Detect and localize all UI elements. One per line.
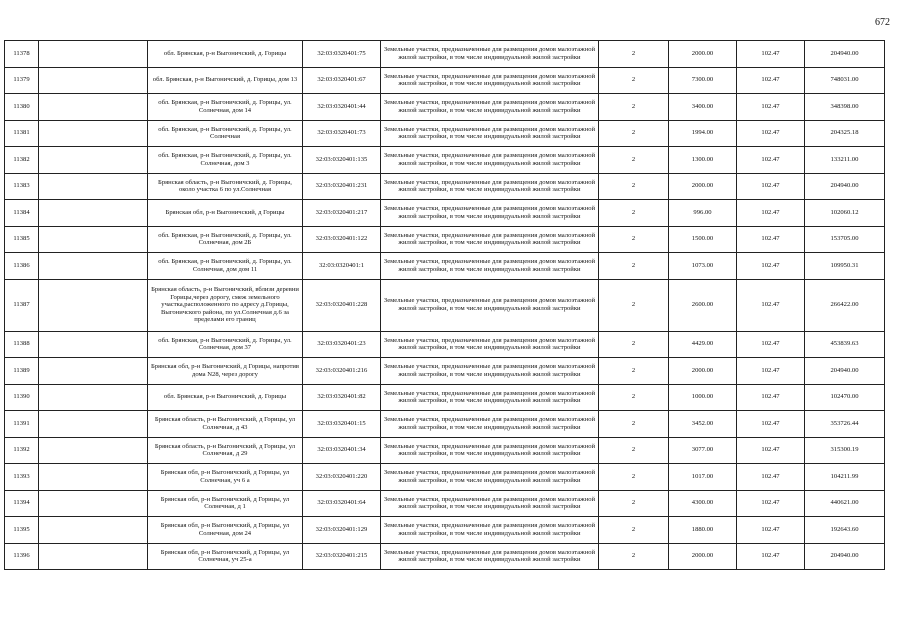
specific-value-cell: 102.47 <box>737 517 805 544</box>
area-cell: 1073.00 <box>669 253 737 280</box>
row-number-cell: 11382 <box>5 147 39 174</box>
blank-cell <box>39 120 148 147</box>
address-cell: Брянская область, р-н Выгоничский, д Горицы, ул Солнечная, д 43 <box>148 411 303 438</box>
group-cell: 2 <box>599 41 669 68</box>
blank-cell <box>39 279 148 331</box>
address-cell: обл. Брянская, р-н Выгоничский, д. Горицы, ул. Солнечная, дом 14 <box>148 94 303 121</box>
group-cell: 2 <box>599 173 669 200</box>
area-cell: 1880.00 <box>669 517 737 544</box>
area-cell: 7300.00 <box>669 67 737 94</box>
area-cell: 3077.00 <box>669 437 737 464</box>
land-use-cell: Земельные участки, предназначенные для размещения домов малоэтажной жилой застройки, в том числе индивидуальной жилой застройки <box>381 331 599 358</box>
land-use-cell: Земельные участки, предназначенные для размещения домов малоэтажной жилой застройки, в том числе индивидуальной жилой застройки <box>381 358 599 385</box>
blank-cell <box>39 41 148 68</box>
specific-value-cell: 102.47 <box>737 253 805 280</box>
land-use-cell: Земельные участки, предназначенные для размещения домов малоэтажной жилой застройки, в том числе индивидуальной жилой застройки <box>381 94 599 121</box>
row-number-cell: 11389 <box>5 358 39 385</box>
land-use-cell: Земельные участки, предназначенные для размещения домов малоэтажной жилой застройки, в том числе индивидуальной жилой застройки <box>381 120 599 147</box>
cadastral-value-cell: 204940.00 <box>805 543 885 570</box>
blank-cell <box>39 543 148 570</box>
table-row <box>5 279 885 331</box>
cadastral-number-cell: 32:03:0320401:82 <box>303 384 381 411</box>
specific-value-cell: 102.47 <box>737 94 805 121</box>
row-number-cell: 11383 <box>5 173 39 200</box>
address-cell: обл. Брянская, р-н Выгоничский, д. Горицы <box>148 41 303 68</box>
cadastral-value-cell: 104211.99 <box>805 464 885 491</box>
cadastral-value-cell: 192643.60 <box>805 517 885 544</box>
group-cell: 2 <box>599 384 669 411</box>
page-number: 672 <box>875 17 890 28</box>
specific-value-cell: 102.47 <box>737 358 805 385</box>
blank-cell <box>39 358 148 385</box>
area-cell: 1994.00 <box>669 120 737 147</box>
cadastral-number-cell: 32:03:0320401:215 <box>303 543 381 570</box>
address-cell: Брянская обл, р-н Выгоничский, д Горицы <box>148 200 303 227</box>
table-row <box>5 41 885 68</box>
specific-value-cell: 102.47 <box>737 279 805 331</box>
land-use-cell: Земельные участки, предназначенные для размещения домов малоэтажной жилой застройки, в том числе индивидуальной жилой застройки <box>381 490 599 517</box>
cadastral-number-cell: 32:03:0320401:231 <box>303 173 381 200</box>
blank-cell <box>39 147 148 174</box>
land-use-cell: Земельные участки, предназначенные для размещения домов малоэтажной жилой застройки, в том числе индивидуальной жилой застройки <box>381 67 599 94</box>
table-row <box>5 147 885 174</box>
group-cell: 2 <box>599 253 669 280</box>
cadastral-number-cell: 32:03:0320401:15 <box>303 411 381 438</box>
cadastral-number-cell: 32:03:0320401:122 <box>303 226 381 253</box>
group-cell: 2 <box>599 464 669 491</box>
area-cell: 3400.00 <box>669 94 737 121</box>
specific-value-cell: 102.47 <box>737 147 805 174</box>
cadastral-value-cell: 353726.44 <box>805 411 885 438</box>
cadastral-number-cell: 32:03:0320401:75 <box>303 41 381 68</box>
cadastral-number-cell: 32:03:0320401:34 <box>303 437 381 464</box>
specific-value-cell: 102.47 <box>737 331 805 358</box>
address-cell: обл. Брянская, р-н Выгоничский, д. Горицы, ул. Солнечная, дом дом 11 <box>148 253 303 280</box>
blank-cell <box>39 437 148 464</box>
cadastral-value-cell: 204325.18 <box>805 120 885 147</box>
cadastral-value-cell: 109950.31 <box>805 253 885 280</box>
cadastral-value-cell: 204940.00 <box>805 173 885 200</box>
group-cell: 2 <box>599 437 669 464</box>
address-cell: обл. Брянская, р-н Выгоничский, д. Горицы, ул. Солнечная, дом 2Б <box>148 226 303 253</box>
address-cell: Брянская обл, р-н Выгоничский, д Горицы, ул Солнечная, д 1 <box>148 490 303 517</box>
cadastral-number-cell: 32:03:0320401:1 <box>303 253 381 280</box>
specific-value-cell: 102.47 <box>737 173 805 200</box>
table-row <box>5 253 885 280</box>
cadastral-number-cell: 32:03:0320401:73 <box>303 120 381 147</box>
address-cell: Брянская обл, р-н Выгоничский, д Горицы, ул Солнечная, дом 24 <box>148 517 303 544</box>
specific-value-cell: 102.47 <box>737 200 805 227</box>
specific-value-cell: 102.47 <box>737 490 805 517</box>
table-row <box>5 173 885 200</box>
group-cell: 2 <box>599 490 669 517</box>
land-use-cell: Земельные участки, предназначенные для размещения домов малоэтажной жилой застройки, в том числе индивидуальной жилой застройки <box>381 517 599 544</box>
cadastral-value-cell: 133211.00 <box>805 147 885 174</box>
table-row <box>5 94 885 121</box>
table-row <box>5 331 885 358</box>
specific-value-cell: 102.47 <box>737 120 805 147</box>
table-row <box>5 226 885 253</box>
area-cell: 2000.00 <box>669 41 737 68</box>
land-use-cell: Земельные участки, предназначенные для размещения домов малоэтажной жилой застройки, в том числе индивидуальной жилой застройки <box>381 173 599 200</box>
area-cell: 2600.00 <box>669 279 737 331</box>
cadastral-value-cell: 153705.00 <box>805 226 885 253</box>
area-cell: 1500.00 <box>669 226 737 253</box>
row-number-cell: 11396 <box>5 543 39 570</box>
blank-cell <box>39 464 148 491</box>
land-use-cell: Земельные участки, предназначенные для размещения домов малоэтажной жилой застройки, в том числе индивидуальной жилой застройки <box>381 543 599 570</box>
row-number-cell: 11393 <box>5 464 39 491</box>
cadastral-value-cell: 102060.12 <box>805 200 885 227</box>
area-cell: 1000.00 <box>669 384 737 411</box>
row-number-cell: 11392 <box>5 437 39 464</box>
blank-cell <box>39 173 148 200</box>
specific-value-cell: 102.47 <box>737 226 805 253</box>
table-row <box>5 358 885 385</box>
blank-cell <box>39 384 148 411</box>
cadastral-number-cell: 32:03:0320401:216 <box>303 358 381 385</box>
specific-value-cell: 102.47 <box>737 437 805 464</box>
area-cell: 996.00 <box>669 200 737 227</box>
land-use-cell: Земельные участки, предназначенные для размещения домов малоэтажной жилой застройки, в том числе индивидуальной жилой застройки <box>381 279 599 331</box>
group-cell: 2 <box>599 358 669 385</box>
area-cell: 2000.00 <box>669 173 737 200</box>
cadastral-number-cell: 32:03:0320401:220 <box>303 464 381 491</box>
address-cell: Брянская обл, р-н Выгоничский, д Горицы, напротив дома N28, через дорогу <box>148 358 303 385</box>
group-cell: 2 <box>599 67 669 94</box>
group-cell: 2 <box>599 411 669 438</box>
row-number-cell: 11394 <box>5 490 39 517</box>
table-row <box>5 490 885 517</box>
cadastral-number-cell: 32:03:0320401:67 <box>303 67 381 94</box>
blank-cell <box>39 67 148 94</box>
area-cell: 4429.00 <box>669 331 737 358</box>
cadastral-number-cell: 32:03:0320401:129 <box>303 517 381 544</box>
cadastral-value-cell: 204940.00 <box>805 41 885 68</box>
table-row <box>5 200 885 227</box>
land-use-cell: Земельные участки, предназначенные для размещения домов малоэтажной жилой застройки, в том числе индивидуальной жилой застройки <box>381 437 599 464</box>
area-cell: 4300.00 <box>669 490 737 517</box>
area-cell: 2000.00 <box>669 358 737 385</box>
blank-cell <box>39 226 148 253</box>
table-body <box>5 41 885 570</box>
land-use-cell: Земельные участки, предназначенные для размещения домов малоэтажной жилой застройки, в том числе индивидуальной жилой застройки <box>381 253 599 280</box>
cadastral-value-cell: 748031.00 <box>805 67 885 94</box>
blank-cell <box>39 331 148 358</box>
table-row <box>5 411 885 438</box>
area-cell: 3452.00 <box>669 411 737 438</box>
land-use-cell: Земельные участки, предназначенные для размещения домов малоэтажной жилой застройки, в том числе индивидуальной жилой застройки <box>381 411 599 438</box>
land-use-cell: Земельные участки, предназначенные для размещения домов малоэтажной жилой застройки, в том числе индивидуальной жилой застройки <box>381 226 599 253</box>
land-use-cell: Земельные участки, предназначенные для размещения домов малоэтажной жилой застройки, в том числе индивидуальной жилой застройки <box>381 464 599 491</box>
specific-value-cell: 102.47 <box>737 41 805 68</box>
cadastral-value-cell: 348398.00 <box>805 94 885 121</box>
row-number-cell: 11380 <box>5 94 39 121</box>
blank-cell <box>39 200 148 227</box>
table-row <box>5 543 885 570</box>
specific-value-cell: 102.47 <box>737 464 805 491</box>
land-use-cell: Земельные участки, предназначенные для размещения домов малоэтажной жилой застройки, в том числе индивидуальной жилой застройки <box>381 384 599 411</box>
row-number-cell: 11395 <box>5 517 39 544</box>
area-cell: 1017.00 <box>669 464 737 491</box>
cadastral-value-cell: 204940.00 <box>805 358 885 385</box>
cadastral-number-cell: 32:03:0320401:135 <box>303 147 381 174</box>
area-cell: 1300.00 <box>669 147 737 174</box>
cadastral-value-cell: 453839.63 <box>805 331 885 358</box>
row-number-cell: 11379 <box>5 67 39 94</box>
row-number-cell: 11386 <box>5 253 39 280</box>
address-cell: Брянская обл, р-н Выгоничский, д Горицы, ул Солнечная, уч 25-а <box>148 543 303 570</box>
blank-cell <box>39 411 148 438</box>
row-number-cell: 11390 <box>5 384 39 411</box>
cadastral-value-cell: 266422.00 <box>805 279 885 331</box>
table-row <box>5 67 885 94</box>
address-cell: Брянская область, р-н Выгоничский, вблизи деревни Горицы,через дорогу, смеж земельного участка,расположенного по адресу д.Горицы, Выгоничского района, по ул.Солнечная д.6 за пределами его границ <box>148 279 303 331</box>
cadastral-value-cell: 440621.00 <box>805 490 885 517</box>
row-number-cell: 11388 <box>5 331 39 358</box>
cadastral-number-cell: 32:03:0320401:64 <box>303 490 381 517</box>
group-cell: 2 <box>599 226 669 253</box>
address-cell: Брянская обл, р-н Выгоничский, д Горицы, ул Солнечная, уч 6 а <box>148 464 303 491</box>
group-cell: 2 <box>599 517 669 544</box>
row-number-cell: 11391 <box>5 411 39 438</box>
blank-cell <box>39 253 148 280</box>
group-cell: 2 <box>599 331 669 358</box>
address-cell: Брянская область, р-н Выгоничский, д. Горицы, около участка 6 по ул.Солнечная <box>148 173 303 200</box>
land-use-cell: Земельные участки, предназначенные для размещения домов малоэтажной жилой застройки, в том числе индивидуальной жилой застройки <box>381 147 599 174</box>
address-cell: Брянская область, р-н Выгоничский, д Горицы, ул Солнечная, д 29 <box>148 437 303 464</box>
row-number-cell: 11378 <box>5 41 39 68</box>
row-number-cell: 11387 <box>5 279 39 331</box>
specific-value-cell: 102.47 <box>737 67 805 94</box>
specific-value-cell: 102.47 <box>737 384 805 411</box>
group-cell: 2 <box>599 120 669 147</box>
row-number-cell: 11381 <box>5 120 39 147</box>
area-cell: 2000.00 <box>669 543 737 570</box>
cadastral-number-cell: 32:03:0320401:23 <box>303 331 381 358</box>
cadastral-value-cell: 315300.19 <box>805 437 885 464</box>
address-cell: обл. Брянская, р-н Выгоничский, д. Горицы, дом 13 <box>148 67 303 94</box>
group-cell: 2 <box>599 200 669 227</box>
land-use-cell: Земельные участки, предназначенные для размещения домов малоэтажной жилой застройки, в том числе индивидуальной жилой застройки <box>381 41 599 68</box>
cadastral-value-table <box>4 40 885 570</box>
group-cell: 2 <box>599 543 669 570</box>
specific-value-cell: 102.47 <box>737 543 805 570</box>
table-row <box>5 384 885 411</box>
group-cell: 2 <box>599 147 669 174</box>
address-cell: обл. Брянская, р-н Выгоничский, д. Горицы, ул. Солнечная, дом 3 <box>148 147 303 174</box>
cadastral-number-cell: 32:03:0320401:228 <box>303 279 381 331</box>
blank-cell <box>39 94 148 121</box>
table-row <box>5 120 885 147</box>
land-use-cell: Земельные участки, предназначенные для размещения домов малоэтажной жилой застройки, в том числе индивидуальной жилой застройки <box>381 200 599 227</box>
blank-cell <box>39 490 148 517</box>
address-cell: обл. Брянская, р-н Выгоничский, д. Горицы <box>148 384 303 411</box>
cadastral-value-cell: 102470.00 <box>805 384 885 411</box>
table-row <box>5 464 885 491</box>
table-row <box>5 437 885 464</box>
address-cell: обл. Брянская, р-н Выгоничский, д. Горицы, ул. Солнечная <box>148 120 303 147</box>
group-cell: 2 <box>599 94 669 121</box>
row-number-cell: 11384 <box>5 200 39 227</box>
group-cell: 2 <box>599 279 669 331</box>
specific-value-cell: 102.47 <box>737 411 805 438</box>
blank-cell <box>39 517 148 544</box>
table-row <box>5 517 885 544</box>
address-cell: обл. Брянская, р-н Выгоничский, д. Горицы, ул. Солнечная, дом 37 <box>148 331 303 358</box>
cadastral-number-cell: 32:03:0320401:44 <box>303 94 381 121</box>
cadastral-number-cell: 32:03:0320401:217 <box>303 200 381 227</box>
row-number-cell: 11385 <box>5 226 39 253</box>
